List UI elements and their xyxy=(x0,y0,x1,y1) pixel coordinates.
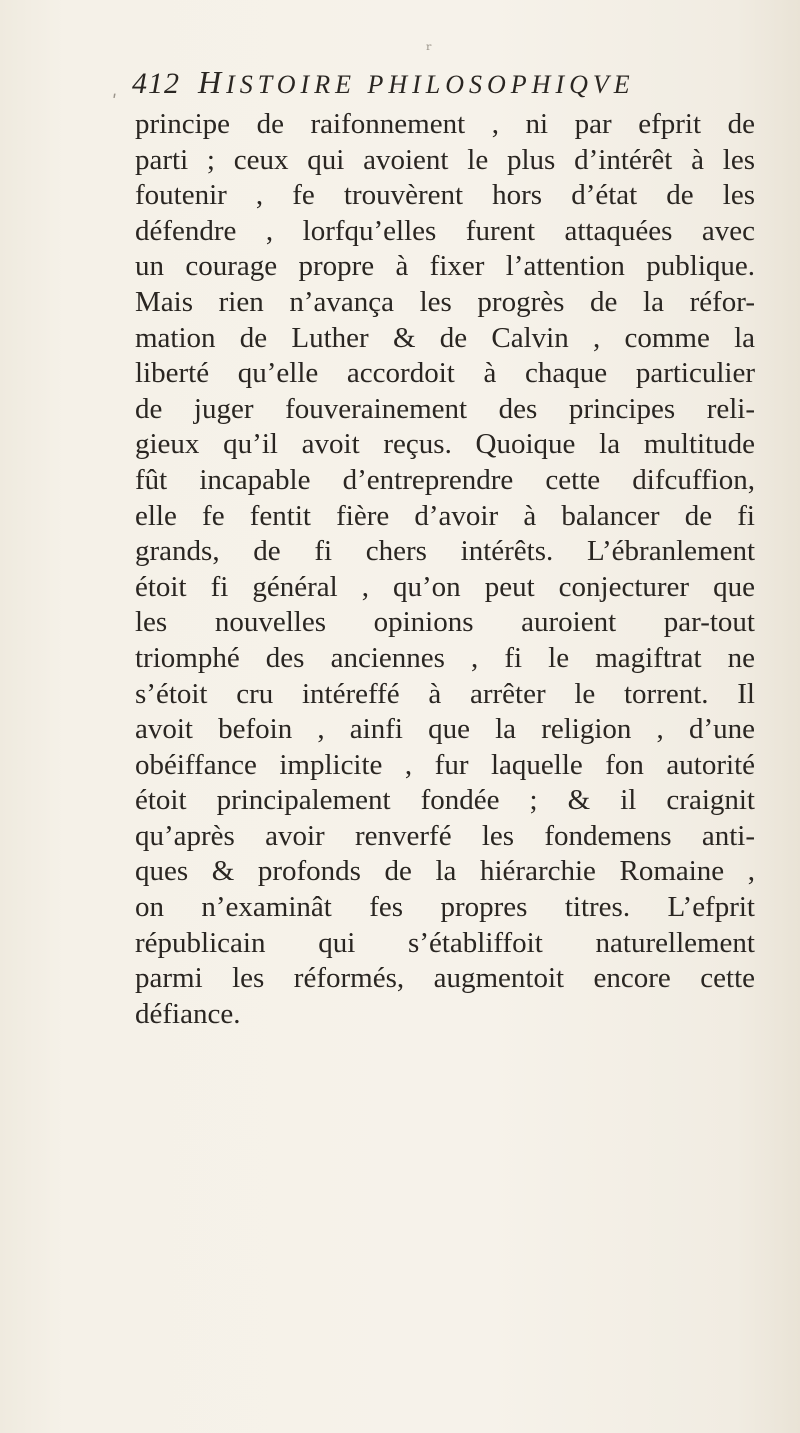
text-line: étoit fi général , qu’on peut conjecturer que xyxy=(135,570,755,603)
text-line: avoit befoin , ainfi que la religion , d’une xyxy=(135,713,755,746)
running-title-rest: ISTOIRE PHILOSOPHIQVE xyxy=(226,70,635,99)
text-line: fût incapable d’entreprendre cette difcuffion, xyxy=(135,463,755,496)
text-line: on n’examinât fes propres titres. L’efprit xyxy=(135,891,755,924)
text-line: un courage propre à fixer l’attention publique. xyxy=(135,250,755,283)
text-line: elle fe fentit fière d’avoir à balancer de fi xyxy=(135,499,755,532)
stray-mark: ʹ xyxy=(112,92,118,113)
text-line: étoit principalement fondée ; & il craignit xyxy=(135,784,755,817)
text-line: défendre , lorfqu’elles furent attaquées avec xyxy=(135,214,755,247)
text-line: de juger fouverainement des principes reli- xyxy=(135,392,755,425)
page-number: 412 xyxy=(132,67,180,100)
text-line: défiance. xyxy=(135,997,241,1030)
text-line: s’étoit cru intéreffé à arrêter le torrent. Il xyxy=(135,677,755,710)
text-line: principe de raifonnement , ni par efprit de xyxy=(135,108,755,140)
text-line: parti ; ceux qui avoient le plus d’intérêt à les xyxy=(135,143,755,176)
text-line: obéiffance implicite , fur laquelle fon autorité xyxy=(135,748,755,781)
text-line: républicain qui s’établiffoit naturellement xyxy=(135,926,755,959)
text-line: grands, de fi chers intérêts. L’ébranlement xyxy=(135,535,755,568)
running-title-initial: H xyxy=(198,64,227,100)
body-text xyxy=(135,107,755,1032)
running-title xyxy=(198,64,635,101)
text-line: triomphé des anciennes , fi le magiftrat ne xyxy=(135,641,755,674)
stray-mark: ʳ xyxy=(426,40,433,61)
running-header xyxy=(132,64,752,108)
text-line: foutenir , fe trouvèrent hors d’état de les xyxy=(135,179,755,212)
text-line: ques & profonds de la hiérarchie Romaine , xyxy=(135,855,755,888)
text-line: Mais rien n’avança les progrès de la réfor- xyxy=(135,285,755,318)
text-line: qu’après avoir renverfé les fondemens anti- xyxy=(135,819,755,852)
text-line: les nouvelles opinions auroient par-tout xyxy=(135,606,755,639)
text-line: liberté qu’elle accordoit à chaque particulier xyxy=(135,357,755,390)
text-line: mation de Luther & de Calvin , comme la xyxy=(135,321,755,354)
text-line: parmi les réformés, augmentoit encore cette xyxy=(135,962,755,995)
text-line: gieux qu’il avoit reçus. Quoique la multitude xyxy=(135,428,755,461)
